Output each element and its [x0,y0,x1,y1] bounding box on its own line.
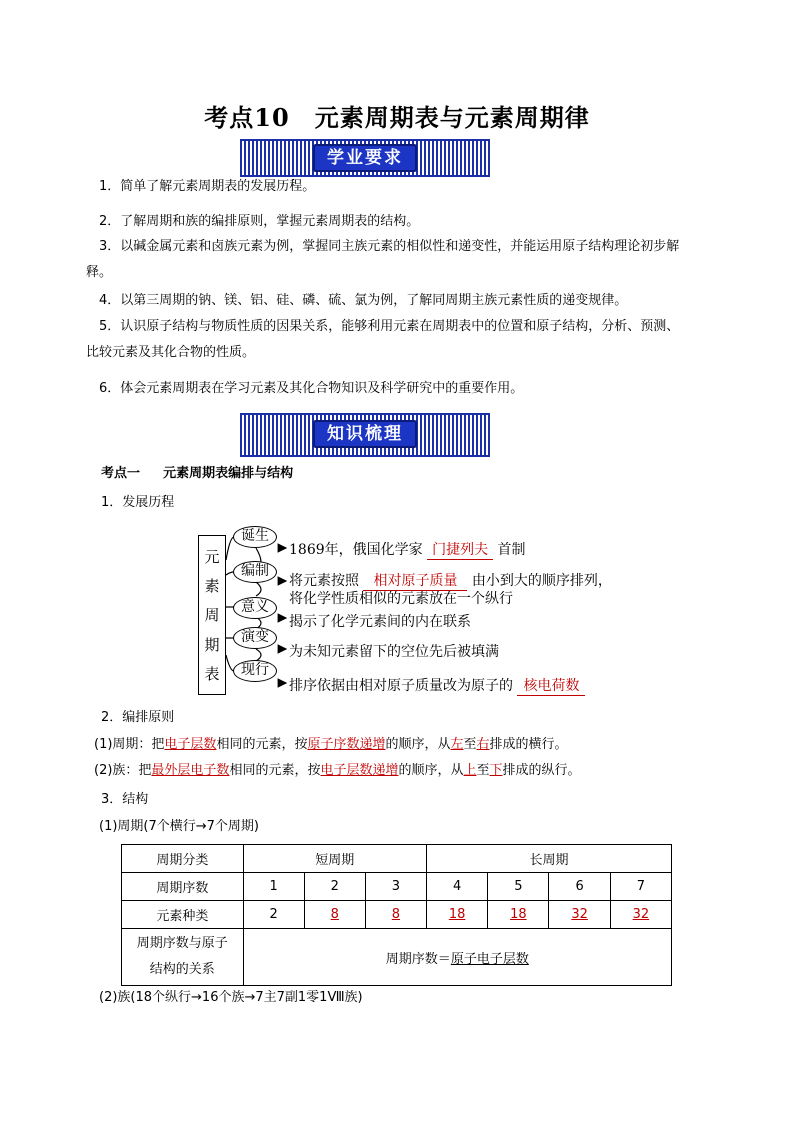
table-cell: 元素种类 [122,901,244,929]
table-cell: 5 [488,873,549,901]
box-char: 素 [204,577,220,596]
table-cell: 周期序数 [122,873,244,901]
answer-atomic-mass: 相对原子质量 [363,570,467,591]
answer-shells-increasing: 电子层数递增 [320,763,399,778]
table-row [122,929,672,986]
rule-period: (1)周期：把电子层数相同的元素，按原子序数递增的顺序，从左至右排成的横行。 [94,737,568,752]
connector-line [226,537,234,560]
subheading-principles: 2．编排原则 [101,710,175,725]
subheading-history: 1．发展历程 [101,495,175,510]
requirement-5a: 5．认识原子结构与物质性质的因果关系，能够利用元素在周期表中的位置和原子结构，分析、预测、 [99,319,680,334]
section-heading [101,463,293,485]
history-line-4: 为未知元素留下的空位先后被填满 [289,644,499,660]
stage-evolution: 演变 [233,627,277,649]
table-answer-cell: 8 [365,901,426,929]
table-cell: 7 [610,873,671,901]
box-char: 期 [204,635,220,654]
link-line [256,582,261,596]
table-row [122,845,672,873]
answer-top: 上 [463,763,477,778]
periodic-table-box [198,535,226,695]
history-line-5: 排序依据由相对原子质量改为原子的 核电荷数 [289,675,585,696]
history-line-2: 将元素按照 相对原子质量 由小到大的顺序排列， [289,570,612,591]
requirement-1: 1．简单了解元素周期表的发展历程。 [99,179,316,194]
table-cell: 6 [549,873,610,901]
relation-label: 周期序数与原子结构的关系 [136,936,228,977]
table-cell: 短周期 [243,845,426,873]
table-cell: 2 [243,901,304,929]
table-cell: 3 [365,873,426,901]
table-answer-cell: 8 [304,901,365,929]
page-title: 考点10 元素周期表与元素周期律 [204,103,590,132]
answer-mendeleev: 门捷列夫 [427,539,493,560]
answer-left: 左 [450,737,464,752]
table-row [122,901,672,929]
subheading-periods: (1)周期(7个横行→7个周期) [99,819,259,834]
subheading-groups: (2)族(18个纵行→16个族→7主7副1零1Ⅷ族) [99,990,363,1005]
stage-birth: 诞生 [233,526,277,548]
requirement-3a: 3．以碱金属元素和卤族元素为例，掌握同主族元素的相似性和递变性，并能运用原子结构理论初步解 [99,239,680,254]
requirement-4: 4．以第三周期的钠、镁、铝、硅、磷、硫、氯为例，了解同周期主族元素性质的递变规律。 [99,293,628,308]
answer-atomic-number-increasing: 原子序数递增 [307,737,386,752]
table-cell: 周期序数＝原子电子层数 [243,929,671,986]
table-cell: 周期分类 [122,845,244,873]
banner-knowledge-label: 知识梳理 [313,420,417,448]
rule-group: (2)族：把最外层电子数相同的元素，按电子层数递增的顺序，从上至下排成的纵行。 [94,763,581,778]
history-line-2b: 将化学性质相似的元素放在一个纵行 [289,591,513,607]
table-answer-cell: 18 [488,901,549,929]
answer-valence-electrons: 最外层电子数 [151,763,230,778]
table-cell: 4 [426,873,487,901]
requirement-2: 2．了解周期和族的编排原则，掌握元素周期表的结构。 [99,214,420,229]
stage-current: 现行 [233,660,277,682]
answer-relation: 原子电子层数 [450,951,529,967]
table-cell: 2 [304,873,365,901]
box-char: 元 [204,548,220,567]
table-answer-cell: 18 [426,901,487,929]
box-char: 表 [204,664,220,683]
history-line-1: 1869年，俄国化学家 门捷列夫 首制 [289,539,526,560]
banner-requirements-label: 学业要求 [313,144,417,172]
table-cell: 长周期 [426,845,671,873]
answer-right: 右 [476,737,490,752]
table-cell [122,929,244,986]
section-label: 考点一 [101,466,141,481]
banner-knowledge [240,413,490,457]
answer-electron-shells: 电子层数 [164,737,217,752]
stage-compile: 编制 [233,561,277,583]
requirement-5b: 比较元素及其化合物的性质。 [86,345,256,360]
table-row [122,873,672,901]
subheading-structure: 3．结构 [101,792,149,807]
table-answer-cell: 32 [549,901,610,929]
answer-bottom: 下 [489,763,503,778]
history-line-3: 揭示了化学元素间的内在联系 [289,614,471,630]
requirement-6: 6．体会元素周期表在学习元素及其化合物知识及科学研究中的重要作用。 [99,381,524,396]
section-title: 元素周期表编排与结构 [163,466,294,481]
banner-requirements [240,139,490,177]
answer-nuclear-charge: 核电荷数 [517,675,585,696]
period-table [121,844,672,986]
stage-meaning: 意义 [233,597,277,619]
table-answer-cell: 32 [610,901,671,929]
requirement-3b: 释。 [86,265,113,280]
box-char: 周 [204,606,220,625]
table-cell: 1 [243,873,304,901]
